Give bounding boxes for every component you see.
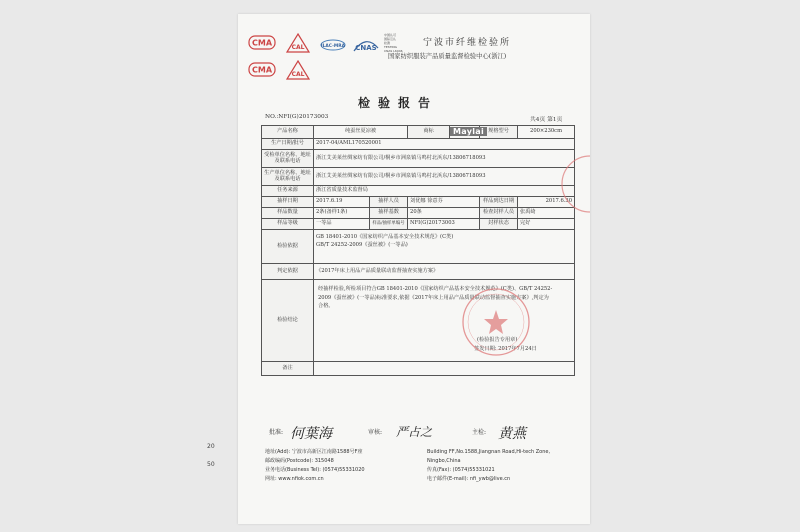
margin-number: 20 xyxy=(207,443,215,450)
table-row xyxy=(262,230,575,264)
edge-seal xyxy=(565,154,590,214)
table-row xyxy=(262,280,575,362)
report-page xyxy=(238,14,590,524)
table-row xyxy=(262,219,575,230)
field-value: 2017.6.19 xyxy=(314,197,370,208)
cma-logo xyxy=(248,34,276,52)
field-label: 样品到达日期 xyxy=(480,197,518,208)
approver-signature: 何葉海 xyxy=(290,426,332,442)
basis-standard: GB/T 24252-2009《蚕丝被》(一等品) xyxy=(316,242,408,248)
svg-text:CMA: CMA xyxy=(251,65,273,75)
field-value: 200×230cm xyxy=(518,126,575,139)
inspection-seal xyxy=(460,286,532,358)
field-label: 生产日期/批号 xyxy=(262,139,314,150)
table-row xyxy=(262,186,575,197)
basis-standard: GB 18401-2010《国家纺织产品基本安全技术规范》(C类) xyxy=(316,234,454,240)
field-value: NFI(G)20173003 xyxy=(408,219,480,230)
field-value: 刘优娜 徐意芬 xyxy=(408,197,480,208)
ilac-mra-logo xyxy=(318,38,348,54)
field-value xyxy=(314,362,575,376)
field-value: 2017.6.30 xyxy=(518,197,575,208)
cal-logo xyxy=(286,33,310,53)
field-label: 商标 xyxy=(408,126,450,139)
svg-text:CAL: CAL xyxy=(291,44,305,51)
tester-signature: 黄燕 xyxy=(498,426,526,442)
table-row xyxy=(262,139,575,150)
table-row xyxy=(262,197,575,208)
field-label: 检验依据 xyxy=(262,230,314,264)
svg-text:CMA: CMA xyxy=(251,38,273,48)
table-row xyxy=(262,208,575,219)
field-label: 抽样日期 xyxy=(262,197,314,208)
svg-text:CNAS: CNAS xyxy=(355,44,377,52)
field-label: 检验结论 xyxy=(262,280,314,362)
field-label: 备注 xyxy=(262,362,314,376)
field-value xyxy=(450,126,485,139)
page-title: 检验报告 xyxy=(358,96,439,110)
cnas-caption: 中国认可 国际互认 检测 TESTING CNAS L6046 xyxy=(384,33,403,53)
reviewer-signature: 严占之 xyxy=(396,425,433,439)
table-row xyxy=(262,150,575,168)
table-row xyxy=(262,168,575,186)
svg-text:CAL: CAL xyxy=(291,71,305,78)
cma-logo xyxy=(248,61,276,79)
field-value: 2017-04/AML170520001 xyxy=(314,139,575,150)
cal-logo xyxy=(286,60,310,80)
margin-number: 50 xyxy=(207,461,215,468)
conclusion-cell xyxy=(314,280,575,362)
field-value: 浙江艾美莱丝绸家纺有限公司/桐乡市洲泉镇马鸣村北浜东/13806718093 xyxy=(314,150,575,168)
field-value: 浙江省质量技术监督局 xyxy=(314,186,575,197)
field-value: 纯蚕丝夏凉被 xyxy=(314,126,408,139)
center-name: 国家纺织服装产品质量监督检验中心(浙江) xyxy=(388,53,507,60)
field-value xyxy=(314,230,575,264)
field-label: 检查封样人员 xyxy=(480,208,518,219)
field-label: 样品等级 xyxy=(262,219,314,230)
cnas-logo xyxy=(350,36,382,56)
field-label: 受检单位名称、地址及联系电话 xyxy=(262,150,314,168)
footer-right: Building FF,No.1588,Jiangnan Road,Hi-tech Zone, Ningbo,China 传真(Fax): (0574)55331021 电子邮件(E-mail): nfi_ywb@live.cn xyxy=(427,449,551,482)
field-value: 20条 xyxy=(408,208,480,219)
report-table xyxy=(261,125,574,438)
field-label: 抽样人员 xyxy=(370,197,408,208)
field-label: 任务来源 xyxy=(262,186,314,197)
page-number: 共4页 第1页 xyxy=(530,117,563,123)
field-label: 产品名称 xyxy=(262,126,314,139)
brand-logo: Maylai xyxy=(450,127,487,136)
approver-label: 批准: xyxy=(269,429,284,436)
field-value: 一等品 xyxy=(314,219,370,230)
field-value: 张禹绮 xyxy=(518,208,575,219)
field-label: 规格型号 xyxy=(480,126,518,139)
field-label: 生产单位名称、地址及联系电话 xyxy=(262,168,314,186)
table-row xyxy=(262,264,575,280)
table-row xyxy=(262,362,575,376)
field-label: 样品/抽样单编号 xyxy=(370,219,408,230)
seal-note: (检验报告专用章) xyxy=(477,337,518,343)
field-value: 浙江艾美莱丝绸家纺有限公司/桐乡市洲泉镇马鸣村北浜东/13806718093 xyxy=(314,168,575,186)
footer-left: 地址(Add): 宁波市高新区江南路1588号F座 邮政编码(Postcode): 315048 业务电话(Business Tel): (0574)55331020 网址: www.nfiok.com.cn xyxy=(265,449,365,482)
report-number: NO.:NFI(G)20173003 xyxy=(265,114,329,120)
table-row xyxy=(262,126,575,139)
field-label: 判定依据 xyxy=(262,264,314,280)
conclusion-text: 经抽样检验,所检项目符合GB 18401-2010《国家纺织产品基本安全技术规范》(C类)、GB/T 24252-2009《蚕丝被》(一等品)标准要求,依据《2017年床上用品产品质量联动监督抽查实施方案》,判定为合格。 xyxy=(318,286,553,309)
field-value: 完好 xyxy=(518,219,575,230)
reviewer-label: 审核: xyxy=(368,429,383,436)
svg-text:ILAC-MRA: ILAC-MRA xyxy=(320,44,346,49)
field-label: 抽样基数 xyxy=(370,208,408,219)
institute-name: 宁波市纤维检验所 xyxy=(423,38,512,48)
field-value: 2条(备样1条) xyxy=(314,208,370,219)
field-value: 《2017年床上用品产品质量联动监督抽查实施方案》 xyxy=(314,264,575,280)
tester-label: 主检: xyxy=(472,429,487,436)
issue-date: 签发日期: 2017年7月24日 xyxy=(474,346,537,352)
field-label: 封样状态 xyxy=(480,219,518,230)
field-label: 样品数量 xyxy=(262,208,314,219)
